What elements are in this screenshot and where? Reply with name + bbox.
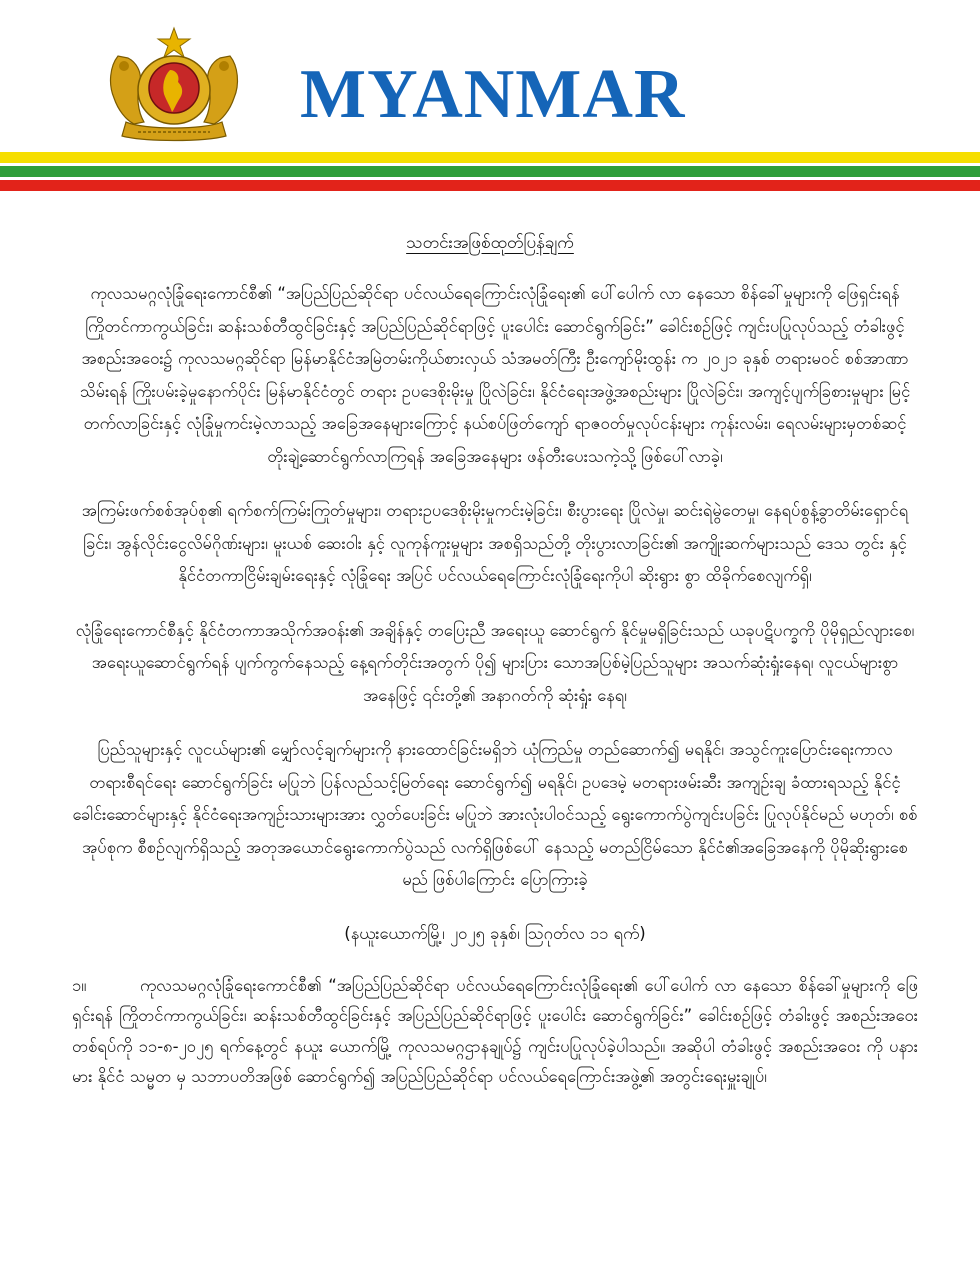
- paragraph: လုံခြုံရေးကောင်စီနှင့် နိုင်ငံတကာအသိုက်အဝန်း၏ အချိန်နှင့် တပြေးညီ အရေးယူ ဆောင်ရွက် နိုင်မှုမရှိခြင်းသည် ယခုပဋိပက္ခကို ပိုမိုရှည်လျားစေ၊ အရေးယူဆောင်ရွက်ရန် ပျက်ကွက်နေသည့် နေ့ရက်တိုင်းအတွက် ပို၍ များပြား သောအပြစ်မဲ့ပြည်သူများ အသက်ဆုံးရှုံးနေရ၊ လူငယ်များစွာအနေဖြင့် ၎င်းတို့၏ အနာဂတ်ကို ဆုံးရှုံး နေရ၊: [75, 620, 915, 705]
- document-title: သတင်းအဖြစ်ထုတ်ပြန်ချက်: [406, 233, 574, 253]
- dateline: (နယူးယောက်မြို့၊ ၂၀၂၅ ခုနှစ်၊ ဩဂုတ်လ ၁၁ ရက်): [344, 923, 646, 943]
- paragraph: ပြည်သူများနှင့် လူငယ်များ၏ မျှော်လင့်ချက်များကို နားထောင်ခြင်းမရှိဘဲ ယုံကြည်မှု တည်ဆောက်၍ မရနိုင်၊ အသွင်ကူးပြောင်းရေးကာလ တရားစီရင်ရေး ဆောင်ရွက်ခြင်း မပြုဘဲ ပြန်လည်သင့်မြတ်ရေး ဆောင်ရွက်၍ မရနိုင်၊ ဥပဒေမဲ့ မတရားဖမ်းဆီး အကျဉ်းချ ခံထားရသည့် နိုင်ငံ့ ခေါင်းဆောင်များနှင့် နိုင်ငံရေးအကျဉ်းသားများအား လွှတ်ပေးခြင်း မပြုဘဲ အားလုံးပါဝင်သည့် ရွေးကောက်ပွဲကျင်းပခြင်း ပြုလုပ်နိုင်မည် မဟုတ်၊ စစ်အုပ်စုက စီစဉ်လျက်ရှိသည့် အတုအယောင်ရွေးကောက်ပွဲသည် လက်ရှိဖြစ်ပေါ် နေသည့် မတည်ငြိမ်သော နိုင်ငံ၏အခြေအနေကို ပိုမိုဆိုးရွားစေမည် ဖြစ်ပါကြောင်း ပြောကြားခဲ့: [72, 740, 918, 889]
- emblem-star: [158, 28, 190, 57]
- brand-title: MYANMAR: [300, 56, 686, 133]
- state-seal-emblem-icon: [104, 26, 244, 144]
- stripe-yellow: [0, 152, 980, 163]
- item-text: ကုလသမဂ္ဂလုံခြုံရေးကောင်စီ၏ “အပြည်ပြည်ဆိုင်ရာ ပင်လယ်ရေကြောင်းလုံခြုံရေး၏ ပေါ်ပေါက် လာ နေသော စိန်ခေါ်မှုများကို ဖြေရှင်းရန် ကြိုတင်ကာကွယ်ခြင်း၊ ဆန်းသစ်တီထွင်ခြင်းနှင့် အပြည်ပြည်ဆိုင်ရာဖြင့် ပူးပေါင်း ဆောင်ရွက်ခြင်း” ခေါင်းစဉ်ဖြင့် တံခါးဖွင့် အစည်းအဝေးတစ်ရပ်ကို ၁၁-၈-၂၀၂၅ ရက်နေ့တွင် နယူး ယောက်မြို့ ကုလသမဂ္ဂဌာနချုပ်၌ ကျင်းပပြုလုပ်ခဲ့ပါသည်။ အဆိုပါ တံခါးဖွင့် အစည်းအဝေး ကို ပနားမား နိုင်ငံ သမ္မတ မှ သဘာပတိအဖြစ် ဆောင်ရွက်၍ အပြည်ပြည်ဆိုင်ရာ ပင်လယ်ရေကြောင်းအဖွဲ့၏ အတွင်းရေးမှူးချုပ်၊: [72, 975, 918, 1086]
- flag-stripes: [0, 152, 980, 191]
- stripe-green: [0, 166, 980, 177]
- numbered-item: [72, 971, 918, 1093]
- item-number: ၁။: [72, 975, 87, 995]
- paragraph: အကြမ်းဖက်စစ်အုပ်စု၏ ရက်စက်ကြမ်းကြုတ်မှုများ၊ တရားဥပဒေစိုးမိုးမှုကင်းမဲ့ခြင်း၊ စီးပွားရေး ပြိုလဲမှု၊ ဆင်းရဲမွဲတေမှု၊ နေရပ်စွန့်ခွာတိမ်းရှောင်ရခြင်း၊ အွန်လိုင်းငွေလိမ်ဂိုဏ်းများ၊ မူးယစ် ဆေးဝါး နှင့် လူကုန်ကူးမှုများ အစရှိသည်တို့ တိုးပွားလာခြင်း၏ အကျိုးဆက်များသည် ဒေသ တွင်း နှင့် နိုင်ငံတကာငြိမ်းချမ်းရေးနှင့် လုံခြုံရေး အပြင် ပင်လယ်ရေကြောင်းလုံခြုံရေးကိုပါ ဆိုးရွား စွာ ထိခိုက်စေလျက်ရှိ၊: [81, 501, 909, 585]
- paragraph: ကုလသမဂ္ဂလုံခြုံရေးကောင်စီ၏ “အပြည်ပြည်ဆိုင်ရာ ပင်လယ်ရေကြောင်းလုံခြုံရေး၏ ပေါ်ပေါက် လာ နေသော စိန်ခေါ်မှုများကို ဖြေရှင်းရန် ကြိုတင်ကာကွယ်ခြင်း၊ ဆန်းသစ်တီထွင်ခြင်းနှင့် အပြည်ပြည်ဆိုင်ရာဖြင့် ပူးပေါင်း ဆောင်ရွက်ခြင်း” ခေါင်းစဉ်ဖြင့် ကျင်းပပြုလုပ်သည့် တံခါးဖွင့်အစည်းအဝေး၌ ကုလသမဂ္ဂဆိုင်ရာ မြန်မာနိုင်ငံအမြဲတမ်းကိုယ်စားလှယ် သံအမတ်ကြီး ဦးကျော်မိုးထွန်း က ၂၀၂၁ ခုနှစ် တရားမဝင် စစ်အာဏာ သိမ်းရန် ကြိုးပမ်းခဲ့မှုနောက်ပိုင်း မြန်မာနိုင်ငံတွင် တရား ဥပဒေစိုးမိုးမှု ပြိုလဲခြင်း၊ နိုင်ငံရေးအဖွဲ့အစည်းများ ပြိုလဲခြင်း၊ အကျင့်ပျက်ခြစားမှုများ မြင့်တက်လာခြင်းနှင့် လုံခြုံမှုကင်းမဲ့လာသည့် အခြေအနေများကြောင့် နယ်စပ်ဖြတ်ကျော် ရာဇဝတ်မှုလုပ်ငန်းများ ကုန်းလမ်း၊ ရေလမ်းများမှတစ်ဆင့် တိုးချဲ့ဆောင်ရွက်လာကြရန် အခြေအနေများ ဖန်တီးပေးသကဲ့သို့ ဖြစ်ပေါ်လာခဲ့၊: [79, 284, 911, 466]
- document-body: [72, 278, 918, 1093]
- stripe-red: [0, 180, 980, 191]
